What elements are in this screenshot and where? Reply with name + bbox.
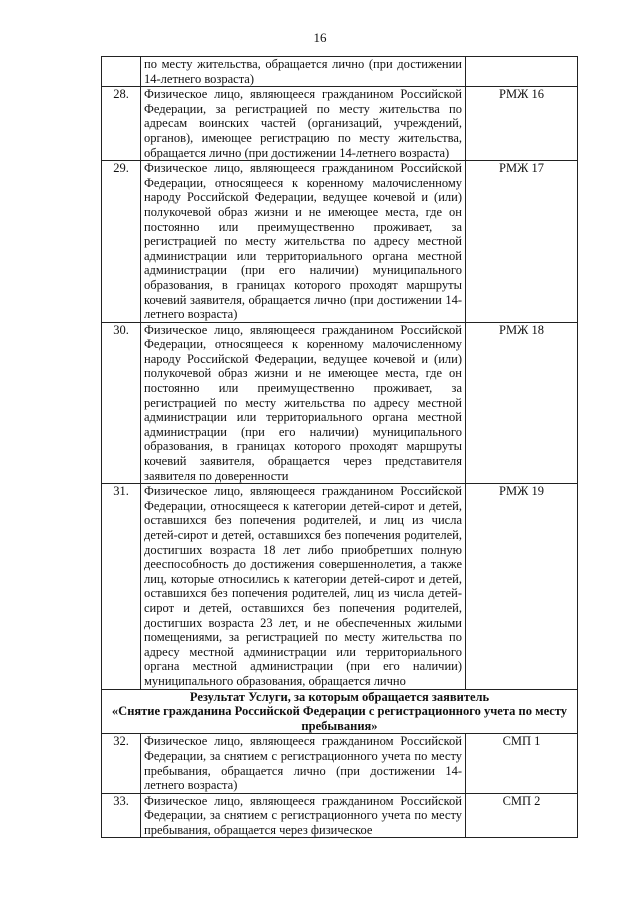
row-code: РМЖ 17	[466, 161, 578, 323]
section-heading	[102, 689, 578, 734]
table-row	[102, 484, 578, 689]
section-heading-row	[102, 689, 578, 734]
table-row	[102, 322, 578, 484]
row-code: РМЖ 18	[466, 322, 578, 484]
row-description: Физическое лицо, являющееся гражданином Российской Федерации, относящееся к коренному малочисленному народу Российской Федерации, ведущее кочевой и (или) полукочевой образ жизни и не имеющее места, где он постоянно или преимущественно проживает, за регистрацией по месту жительства по адресу местной администрации или территориального органа местной администрации (при его наличии) муниципального образования, в границах которого проходят маршруты кочевий заявителя, обращается через представителя заявителя по доверенности	[141, 322, 466, 484]
page-number: 16	[313, 30, 327, 45]
row-description: по месту жительства, обращается лично (при достижении 14-летнего возраста)	[141, 57, 466, 87]
row-number: 32.	[102, 734, 141, 793]
row-number: 31.	[102, 484, 141, 689]
row-code	[466, 57, 578, 87]
row-description: Физическое лицо, являющееся гражданином Российской Федерации, за регистрацией по месту жительства по адресам воинских частей (организаций, учреждений, органов), имеющее регистрацию по месту жительства, обращается лично (при достижении 14-летнего возраста)	[141, 87, 466, 161]
row-description: Физическое лицо, являющееся гражданином Российской Федерации, относящееся к категории детей-сирот и детей, оставшихся без попечения родителей, и лиц из числа детей-сирот и детей, оставшихся без попечения родителей, достигших возраста 18 лет либо приобретших полную дееспособность до достижения совершеннолетия, а также лиц, которые относились к категории детей-сирот и детей, оставшихся без попечения родителей, лиц из числа детей-сирот и детей, оставшихся без попечения родителей, достигших возраста 23 лет, и не обеспеченных жилыми помещениями, за регистрацией по месту жительства по адресу местной администрации или территориального органа местной администрации (при его наличии) муниципального образования, обращается лично	[141, 484, 466, 689]
row-number: 28.	[102, 87, 141, 161]
section-heading-line1: Результат Услуги, за которым обращается заявитель	[189, 689, 490, 704]
row-number: 29.	[102, 161, 141, 323]
table-row	[102, 734, 578, 793]
section-heading-line2: «Снятие гражданина Российской Федерации с регистрационного учета по месту пребывания»	[111, 704, 568, 733]
row-number: 33.	[102, 793, 141, 838]
row-code: РМЖ 16	[466, 87, 578, 161]
services-table	[101, 56, 578, 838]
row-description: Физическое лицо, являющееся гражданином Российской Федерации, за снятием с регистрационного учета по месту пребывания, обращается лично (при достижении 14-летнего возраста)	[141, 734, 466, 793]
row-number	[102, 57, 141, 87]
row-number: 30.	[102, 322, 141, 484]
table-row	[102, 87, 578, 161]
row-code: СМП 2	[466, 793, 578, 838]
row-description: Физическое лицо, являющееся гражданином Российской Федерации, относящееся к коренному малочисленному народу Российской Федерации, ведущее кочевой и (или) полукочевой образ жизни и не имеющее места, где он постоянно или преимущественно проживает, за регистрацией по месту жительства по адресу местной администрации или территориального органа местной администрации (при его наличии) муниципального образования, в границах которого проходят маршруты кочевий заявителя, обращается лично (при достижении 14-летнего возраста)	[141, 161, 466, 323]
table-row	[102, 161, 578, 323]
row-description: Физическое лицо, являющееся гражданином Российской Федерации, за снятием с регистрационного учета по месту пребывания, обращается через физическое	[141, 793, 466, 838]
row-code: РМЖ 19	[466, 484, 578, 689]
row-code: СМП 1	[466, 734, 578, 793]
table-row	[102, 57, 578, 87]
table-row	[102, 793, 578, 838]
